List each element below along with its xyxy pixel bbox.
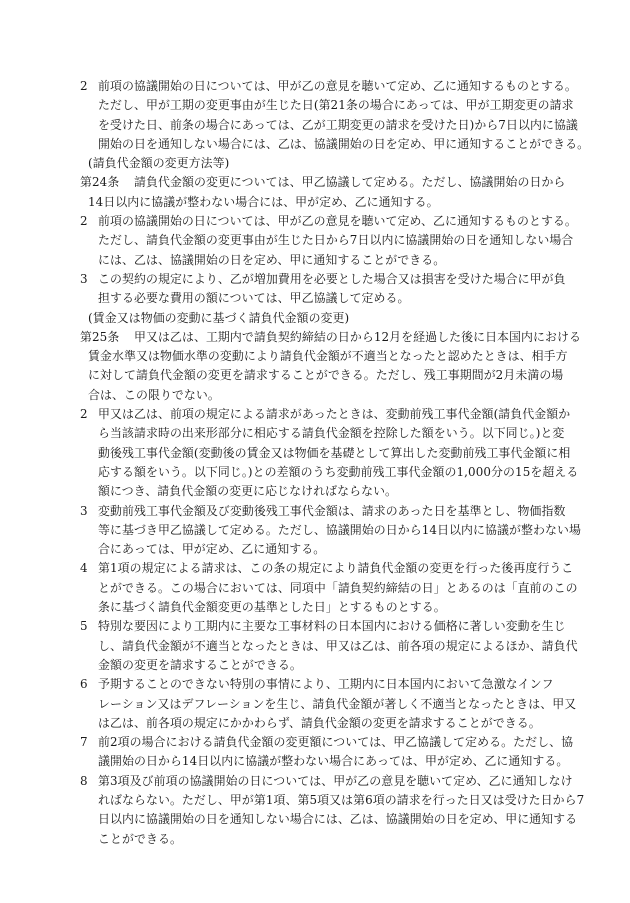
text-line: 甲又は乙は、工期内で請負契約締結の日から12月を経過した後に日本国内における	[134, 329, 581, 344]
paragraph-25-7	[80, 733, 574, 772]
paragraph-25-3	[80, 502, 581, 560]
paragraph-number: 6	[80, 677, 88, 692]
article-label: 第25条	[80, 329, 120, 344]
text-line: ことができる。	[98, 831, 182, 846]
text-line: 甲又は乙は、前項の規定による請求があったときは、変動前残工事代金額(請負代金額か	[98, 407, 571, 422]
text-line: 前項の協議開始の日については、甲が乙の意見を聴いて定め、乙に通知するものとする。	[98, 79, 577, 93]
text-line: 14日以内に協議が整わない場合には、甲が定め、乙に通知する。	[88, 194, 439, 209]
text-line: とができる。この場合においては、同項中「請負契約締結の日」とあるのは「直前のこの	[98, 580, 578, 595]
paragraph-number: 8	[80, 773, 88, 788]
text-line: ただし、甲が工期の変更事由が生じた日(第21条の場合にあっては、甲が工期変更の請求	[98, 98, 574, 113]
text-line: 金額の変更を請求することができる。	[98, 657, 302, 672]
text-line: ら当該請求時の出来形部分に相応する請負代金額を控除した額をいう。以下同じ。)と変	[98, 426, 565, 441]
document-page	[80, 77, 590, 849]
paragraph-number: 5	[80, 619, 88, 634]
text-line: ただし、請負代金額の変更事由が生じた日から7日以内に協議開始の日を通知しない場合	[98, 233, 574, 248]
text-line: 合にあっては、甲が定め、乙に通知する。	[98, 542, 326, 557]
text-line: には、乙は、協議開始の日を定め、甲に通知することができる。	[98, 252, 446, 267]
text-line: 開始の日を通知しない場合には、乙は、協議開始の日を定め、甲に通知することができる。	[98, 136, 590, 151]
text-line: 予期することのできない特別の事情により、工期内に日本国内において急激なインフ	[98, 677, 554, 692]
text-line: 日以内に協議開始の日を通知しない場合には、乙は、協議開始の日を定め、甲に通知する	[98, 812, 578, 827]
text-line: 合は、この限りでない。	[88, 387, 220, 402]
text-line: し、請負代金額が不適当となったときは、甲又は乙は、前各項の規定によるほか、請負代	[98, 638, 578, 653]
paragraph-25-5	[80, 617, 578, 675]
section-heading: (請負代金額の変更方法等)	[88, 156, 230, 171]
paragraph-number: 2	[80, 79, 88, 93]
text-line: 前項の協議開始の日については、甲が乙の意見を聴いて定め、乙に通知するものとする。	[98, 214, 577, 229]
text-line: を受けた日、前条の場合にあっては、乙が工期変更の請求を受けた日)から7日以内に協議	[98, 117, 578, 132]
paragraph-number: 3	[80, 271, 88, 286]
article-label: 第24条	[80, 175, 120, 190]
text-line: 応する額をいう。以下同じ。)との差額のうち変動前残工事代金額の1,000分の15を超える	[98, 464, 579, 479]
text-line: 議開始の日から14日以内に協議が整わない場合にあっては、甲が定め、乙に通知する。	[98, 754, 569, 769]
paragraph-number: 2	[80, 407, 88, 422]
text-line: 額につき、請負代金額の変更に応じなければならない。	[98, 484, 398, 499]
paragraph-23-2	[80, 77, 590, 154]
paragraph-25-6	[80, 675, 577, 733]
text-line: 第3項及び前項の協議開始の日については、甲が乙の意見を聴いて定め、乙に通知しなけ	[98, 773, 573, 788]
text-line: 担する必要な費用の額については、甲乙協議して定める。	[98, 291, 410, 306]
text-line: に対して請負代金額の変更を請求することができる。ただし、残工事期間が2月未満の場	[88, 368, 564, 383]
paragraph-number: 7	[80, 735, 88, 750]
text-line: レーション又はデフレーションを生じ、請負代金額が著しく不適当となったときは、甲又	[98, 696, 577, 711]
paragraph-25-8	[80, 772, 585, 849]
paragraph-24-2	[80, 212, 577, 270]
section-heading: (賃金又は物価の変動に基づく請負代金額の変更)	[88, 310, 350, 325]
text-line: 賃金水準又は物価水準の変動により請負代金額が不適当となったと認めたときは、相手方	[88, 349, 568, 364]
article-25	[80, 328, 581, 405]
paragraph-25-2	[80, 405, 579, 501]
text-line: 変動前残工事代金額及び変動後残工事代金額は、請求のあった日を基準とし、物価指数	[98, 503, 566, 518]
paragraph-24-3	[80, 270, 566, 309]
text-line: は乙は、前各項の規定にかかわらず、請負代金額の変更を請求することができる。	[98, 715, 541, 730]
text-line: 第1項の規定による請求は、この条の規定により請負代金額の変更を行った後再度行うこ	[98, 561, 574, 576]
text-line: 前2項の場合における請負代金額の変更額については、甲乙協議して定める。ただし、協	[98, 735, 574, 750]
text-line: 条に基づく請負代金額変更の基準とした日」とするものとする。	[98, 600, 446, 615]
paragraph-25-4	[80, 559, 578, 617]
paragraph-number: 4	[80, 561, 88, 576]
text-line: 請負代金額の変更については、甲乙協議して定める。ただし、協議開始の日から	[134, 175, 566, 190]
text-line: 等に基づき甲乙協議して定める。ただし、協議開始の日から14日以内に協議が整わない場	[98, 522, 581, 537]
text-line: この契約の規定により、乙が増加費用を必要とした場合又は損害を受けた場合に甲が負	[98, 271, 566, 286]
paragraph-number: 2	[80, 214, 88, 229]
text-line: 特別な要因により工期内に主要な工事材料の日本国内における価格に著しい変動を生じ	[98, 619, 566, 634]
text-line: 動後残工事代金額(変動後の賃金又は物価を基礎として算出した変動前残工事代金額に相	[98, 445, 571, 460]
article-24	[80, 173, 566, 212]
paragraph-number: 3	[80, 503, 88, 518]
text-line: ればならない。ただし、甲が第1項、第5項又は第6項の請求を行った日又は受けた日から7	[98, 792, 585, 807]
